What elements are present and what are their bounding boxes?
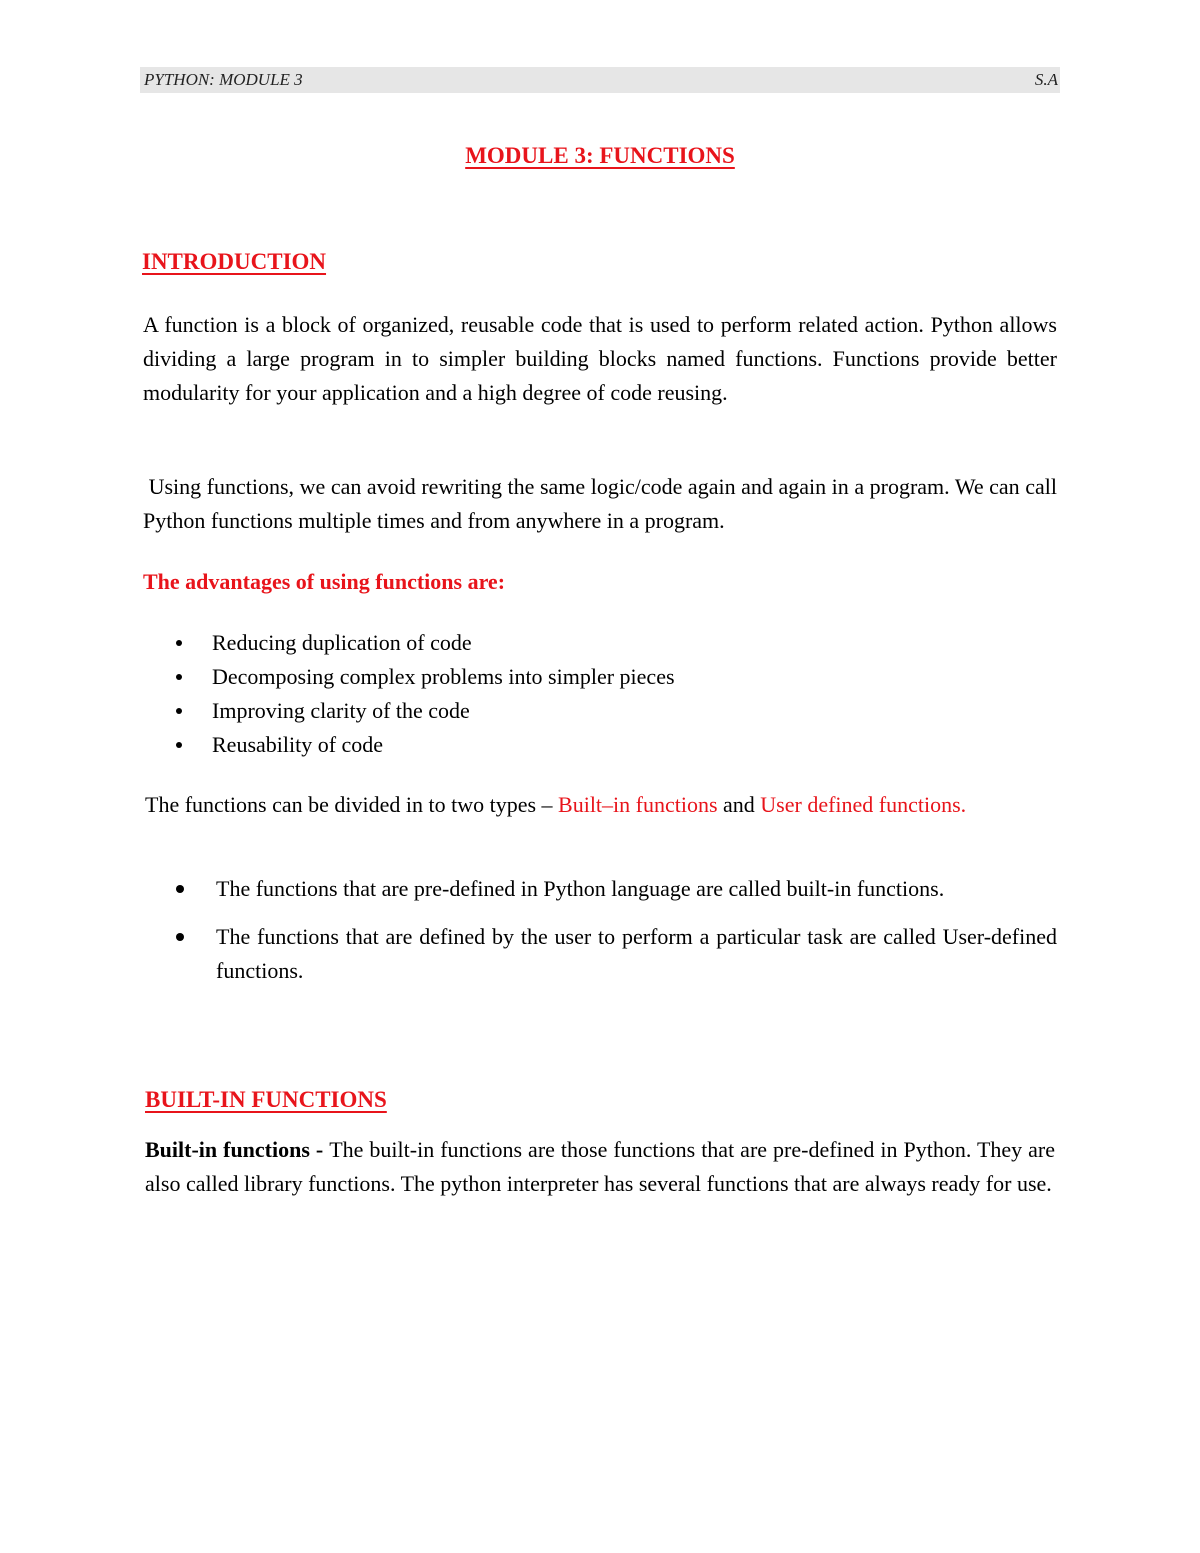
- list-item-text: The functions that are pre-defined in Python language are called built-in functions.: [216, 876, 945, 901]
- builtin-functions-label: Built–in functions: [558, 792, 718, 817]
- builtin-functions-text: The built-in functions are those functions that are pre-defined in Python. They are also called library functions. The python interpreter has several functions that are always ready for use.: [145, 1137, 1055, 1196]
- list-item-text: Reusability of code: [212, 732, 384, 757]
- function-types-list: [143, 872, 1057, 1002]
- introduction-paragraph-2: Using functions, we can avoid rewriting the same logic/code again and again in a program. We can call Python functions multiple times and from anywhere in a program.: [143, 474, 1063, 533]
- bullet-icon: [176, 742, 182, 748]
- list-item: [143, 728, 675, 762]
- bullet-icon: [176, 640, 182, 646]
- list-item: [143, 694, 675, 728]
- introduction-paragraph-1: A function is a block of organized, reusable code that is used to perform related action. Python allows dividing a large program in to simpler building blocks named functions. Functions provide better modularity for your application and a high degree of code reusing.: [143, 312, 1057, 405]
- list-item: [143, 920, 1057, 988]
- advantages-heading: The advantages of using functions are:: [143, 569, 506, 594]
- user-defined-functions-label: User defined functions.: [760, 792, 967, 817]
- advantages-list: [143, 626, 675, 762]
- bullet-icon: [176, 674, 182, 680]
- header-module-label: PYTHON: MODULE 3: [144, 70, 303, 89]
- list-item: [143, 872, 1057, 906]
- builtin-functions-lead: Built-in functions -: [145, 1137, 330, 1162]
- list-item-text: Decomposing complex problems into simpler pieces: [212, 664, 675, 689]
- list-item-text: Improving clarity of the code: [212, 698, 470, 723]
- page-header: [140, 67, 1060, 93]
- header-author-initials: S.A: [1034, 70, 1058, 89]
- function-types-intro: The functions can be divided in to two types –: [145, 792, 559, 817]
- builtin-functions-heading: BUILT-IN FUNCTIONS: [145, 1087, 387, 1112]
- bullet-icon: [176, 708, 182, 714]
- list-item: [143, 626, 675, 660]
- document-title: MODULE 3: FUNCTIONS: [465, 143, 735, 168]
- list-item-text: Reducing duplication of code: [212, 630, 472, 655]
- function-types-conjunction: and: [717, 792, 761, 817]
- builtin-functions-paragraph: [145, 1133, 1055, 1201]
- bullet-icon: [176, 885, 184, 893]
- bullet-icon: [176, 933, 184, 941]
- introduction-heading: INTRODUCTION: [142, 249, 327, 274]
- list-item: [143, 660, 675, 694]
- function-types-paragraph: [145, 788, 1055, 822]
- list-item-text: The functions that are defined by the user to perform a particular task are called User-defined functions.: [216, 924, 1057, 983]
